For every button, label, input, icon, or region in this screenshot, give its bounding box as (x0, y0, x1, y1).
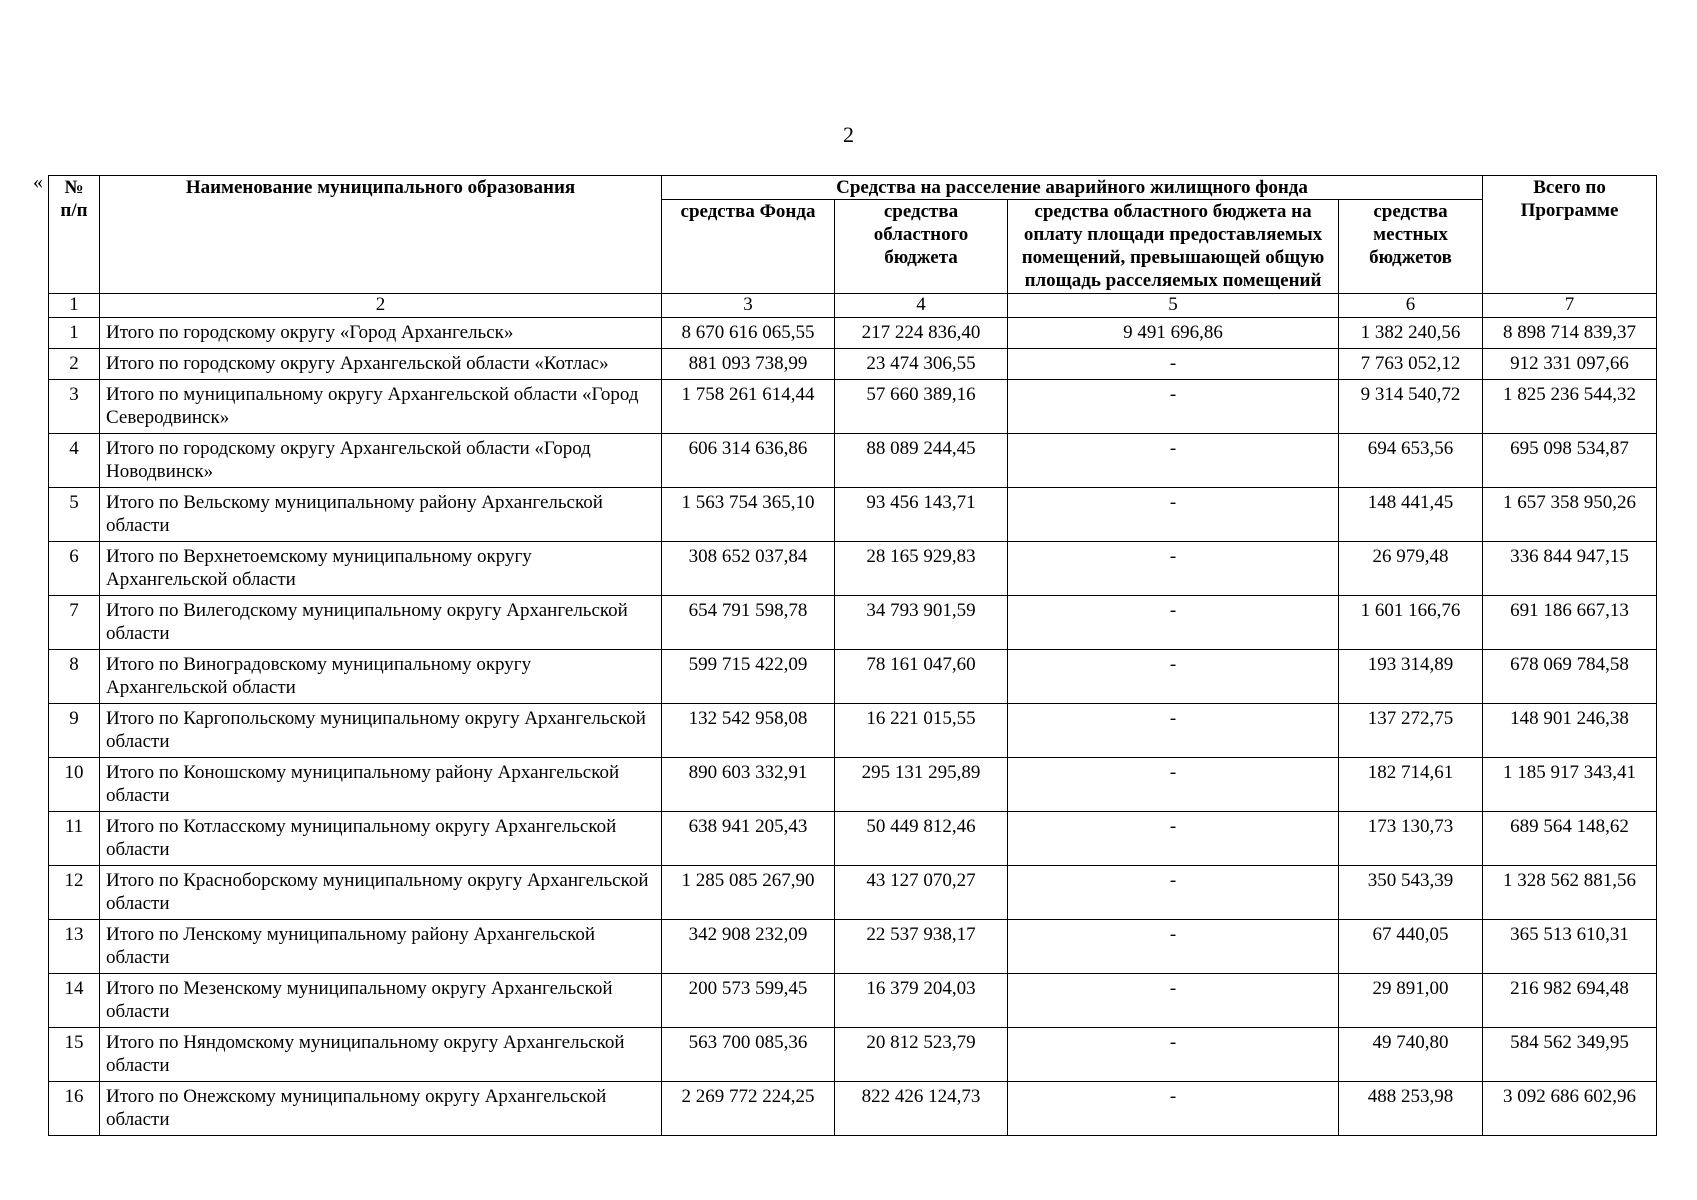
municipality-name: Итого по Виноградовскому муниципальному округу Архангельской области (100, 650, 662, 704)
regional-extra-amount: - (1008, 596, 1339, 650)
table-body (49, 318, 1657, 1136)
table-row (49, 974, 1657, 1028)
fund-amount: 2 269 772 224,25 (662, 1082, 835, 1136)
table-row (49, 349, 1657, 380)
fund-amount: 342 908 232,09 (662, 920, 835, 974)
regional-budget-amount: 822 426 124,73 (835, 1082, 1008, 1136)
local-budget-amount: 29 891,00 (1339, 974, 1483, 1028)
municipality-name: Итого по Коношскому муниципальному району Архангельской области (100, 758, 662, 812)
header-local: средства местных бюджетов (1339, 200, 1483, 294)
local-budget-amount: 1 382 240,56 (1339, 318, 1483, 349)
regional-extra-amount: - (1008, 488, 1339, 542)
column-number: 2 (100, 294, 662, 318)
regional-extra-amount: - (1008, 812, 1339, 866)
regional-extra-amount: - (1008, 349, 1339, 380)
program-total-amount: 148 901 246,38 (1483, 704, 1657, 758)
fund-amount: 563 700 085,36 (662, 1028, 835, 1082)
regional-budget-amount: 93 456 143,71 (835, 488, 1008, 542)
local-budget-amount: 694 653,56 (1339, 434, 1483, 488)
fund-amount: 308 652 037,84 (662, 542, 835, 596)
program-total-amount: 1 825 236 544,32 (1483, 380, 1657, 434)
table-row (49, 650, 1657, 704)
column-number: 4 (835, 294, 1008, 318)
local-budget-amount: 350 543,39 (1339, 866, 1483, 920)
local-budget-amount: 137 272,75 (1339, 704, 1483, 758)
row-number: 4 (49, 434, 100, 488)
municipality-name: Итого по Мезенскому муниципальному округу Архангельской области (100, 974, 662, 1028)
row-number: 3 (49, 380, 100, 434)
row-number: 16 (49, 1082, 100, 1136)
municipality-name: Итого по городскому округу «Город Архангельск» (100, 318, 662, 349)
column-number-row (49, 294, 1657, 318)
table-row (49, 434, 1657, 488)
municipality-name: Итого по Котласскому муниципальному округу Архангельской области (100, 812, 662, 866)
regional-budget-amount: 50 449 812,46 (835, 812, 1008, 866)
row-number: 12 (49, 866, 100, 920)
fund-amount: 8 670 616 065,55 (662, 318, 835, 349)
local-budget-amount: 9 314 540,72 (1339, 380, 1483, 434)
regional-extra-amount: - (1008, 704, 1339, 758)
local-budget-amount: 193 314,89 (1339, 650, 1483, 704)
table-row (49, 596, 1657, 650)
header-row-top (49, 176, 1657, 200)
row-number: 6 (49, 542, 100, 596)
header-total: Всего по Программе (1483, 176, 1657, 294)
row-number: 13 (49, 920, 100, 974)
column-number: 7 (1483, 294, 1657, 318)
regional-budget-amount: 88 089 244,45 (835, 434, 1008, 488)
fund-amount: 1 563 754 365,10 (662, 488, 835, 542)
fund-amount: 638 941 205,43 (662, 812, 835, 866)
local-budget-amount: 7 763 052,12 (1339, 349, 1483, 380)
regional-budget-amount: 23 474 306,55 (835, 349, 1008, 380)
program-total-amount: 365 513 610,31 (1483, 920, 1657, 974)
header-name: Наименование муниципального образования (100, 176, 662, 294)
local-budget-amount: 182 714,61 (1339, 758, 1483, 812)
column-number: 5 (1008, 294, 1339, 318)
program-total-amount: 1 185 917 343,41 (1483, 758, 1657, 812)
local-budget-amount: 49 740,80 (1339, 1028, 1483, 1082)
table-row (49, 866, 1657, 920)
row-number: 1 (49, 318, 100, 349)
program-total-amount: 8 898 714 839,37 (1483, 318, 1657, 349)
regional-extra-amount: - (1008, 434, 1339, 488)
regional-budget-amount: 22 537 938,17 (835, 920, 1008, 974)
regional-budget-amount: 295 131 295,89 (835, 758, 1008, 812)
column-number: 3 (662, 294, 835, 318)
program-total-amount: 689 564 148,62 (1483, 812, 1657, 866)
table-row (49, 1082, 1657, 1136)
table-row (49, 920, 1657, 974)
header-fund: средства Фонда (662, 200, 835, 294)
regional-extra-amount: - (1008, 542, 1339, 596)
fund-amount: 654 791 598,78 (662, 596, 835, 650)
fund-amount: 599 715 422,09 (662, 650, 835, 704)
municipality-name: Итого по Ленскому муниципальному району Архангельской области (100, 920, 662, 974)
fund-amount: 132 542 958,08 (662, 704, 835, 758)
municipality-name: Итого по городскому округу Архангельской области «Город Новодвинск» (100, 434, 662, 488)
program-total-amount: 691 186 667,13 (1483, 596, 1657, 650)
municipality-name: Итого по Няндомскому муниципальному округу Архангельской области (100, 1028, 662, 1082)
local-budget-amount: 67 440,05 (1339, 920, 1483, 974)
row-number: 14 (49, 974, 100, 1028)
regional-budget-amount: 57 660 389,16 (835, 380, 1008, 434)
funding-table (48, 175, 1657, 1136)
header-num: № п/п (49, 176, 100, 294)
municipality-name: Итого по муниципальному округу Архангельской области «Город Северодвинск» (100, 380, 662, 434)
local-budget-amount: 148 441,45 (1339, 488, 1483, 542)
local-budget-amount: 26 979,48 (1339, 542, 1483, 596)
program-total-amount: 1 328 562 881,56 (1483, 866, 1657, 920)
row-number: 11 (49, 812, 100, 866)
regional-extra-amount: - (1008, 1028, 1339, 1082)
fund-amount: 606 314 636,86 (662, 434, 835, 488)
regional-extra-amount: - (1008, 650, 1339, 704)
regional-extra-amount: 9 491 696,86 (1008, 318, 1339, 349)
municipality-name: Итого по Красноборскому муниципальному округу Архангельской области (100, 866, 662, 920)
row-number: 10 (49, 758, 100, 812)
local-budget-amount: 488 253,98 (1339, 1082, 1483, 1136)
regional-budget-amount: 78 161 047,60 (835, 650, 1008, 704)
table-row (49, 488, 1657, 542)
local-budget-amount: 1 601 166,76 (1339, 596, 1483, 650)
opening-quote-mark: « (33, 171, 43, 193)
regional-extra-amount: - (1008, 920, 1339, 974)
municipality-name: Итого по Каргопольскому муниципальному округу Архангельской области (100, 704, 662, 758)
municipality-name: Итого по Онежскому муниципальному округу Архангельской области (100, 1082, 662, 1136)
program-total-amount: 3 092 686 602,96 (1483, 1082, 1657, 1136)
row-number: 5 (49, 488, 100, 542)
program-total-amount: 695 098 534,87 (1483, 434, 1657, 488)
row-number: 15 (49, 1028, 100, 1082)
table-row (49, 318, 1657, 349)
row-number: 7 (49, 596, 100, 650)
regional-budget-amount: 20 812 523,79 (835, 1028, 1008, 1082)
fund-amount: 1 285 085 267,90 (662, 866, 835, 920)
header-regional: средства областного бюджета (835, 200, 1008, 294)
program-total-amount: 678 069 784,58 (1483, 650, 1657, 704)
table-row (49, 812, 1657, 866)
municipality-name: Итого по городскому округу Архангельской области «Котлас» (100, 349, 662, 380)
municipality-name: Итого по Вилегодскому муниципальному округу Архангельской области (100, 596, 662, 650)
municipality-name: Итого по Вельскому муниципальному району Архангельской области (100, 488, 662, 542)
regional-budget-amount: 16 379 204,03 (835, 974, 1008, 1028)
regional-extra-amount: - (1008, 1082, 1339, 1136)
program-total-amount: 216 982 694,48 (1483, 974, 1657, 1028)
fund-amount: 200 573 599,45 (662, 974, 835, 1028)
program-total-amount: 584 562 349,95 (1483, 1028, 1657, 1082)
table-row (49, 380, 1657, 434)
row-number: 2 (49, 349, 100, 380)
program-total-amount: 336 844 947,15 (1483, 542, 1657, 596)
column-number: 6 (1339, 294, 1483, 318)
regional-budget-amount: 28 165 929,83 (835, 542, 1008, 596)
table-row (49, 704, 1657, 758)
table-row (49, 758, 1657, 812)
fund-amount: 1 758 261 614,44 (662, 380, 835, 434)
row-number: 9 (49, 704, 100, 758)
regional-extra-amount: - (1008, 380, 1339, 434)
regional-extra-amount: - (1008, 974, 1339, 1028)
page-number: 2 (843, 122, 854, 147)
regional-budget-amount: 217 224 836,40 (835, 318, 1008, 349)
header-group: Средства на расселение аварийного жилищного фонда (662, 176, 1483, 200)
table-row (49, 542, 1657, 596)
regional-extra-amount: - (1008, 866, 1339, 920)
row-number: 8 (49, 650, 100, 704)
regional-budget-amount: 43 127 070,27 (835, 866, 1008, 920)
regional-budget-amount: 34 793 901,59 (835, 596, 1008, 650)
header-regional-extra: средства областного бюджета на оплату площади предоставляемых помещений, превышающей общую площадь расселяемых помещений (1008, 200, 1339, 294)
municipality-name: Итого по Верхнетоемскому муниципальному округу Архангельской области (100, 542, 662, 596)
regional-budget-amount: 16 221 015,55 (835, 704, 1008, 758)
regional-extra-amount: - (1008, 758, 1339, 812)
local-budget-amount: 173 130,73 (1339, 812, 1483, 866)
fund-amount: 881 093 738,99 (662, 349, 835, 380)
fund-amount: 890 603 332,91 (662, 758, 835, 812)
program-total-amount: 912 331 097,66 (1483, 349, 1657, 380)
table-row (49, 1028, 1657, 1082)
program-total-amount: 1 657 358 950,26 (1483, 488, 1657, 542)
column-number: 1 (49, 294, 100, 318)
